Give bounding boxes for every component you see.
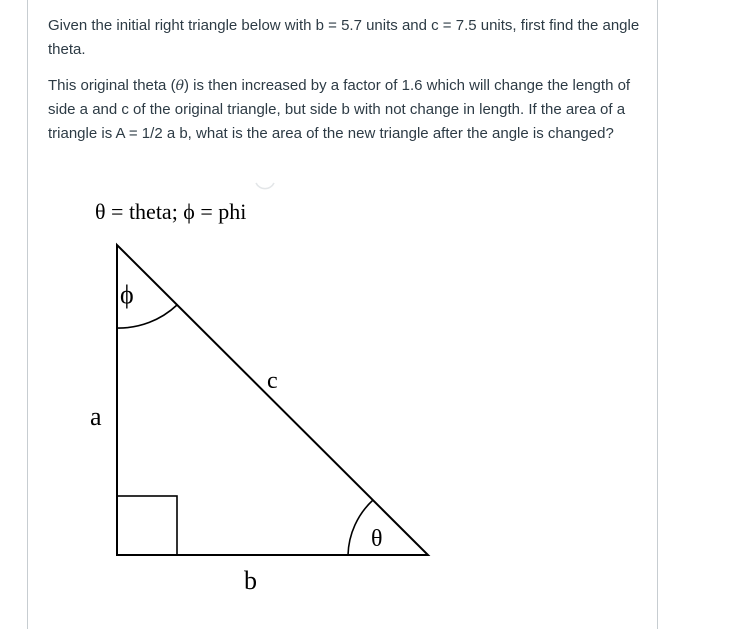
triangle-diagram [60,175,460,615]
figure-legend: θ = theta; ϕ = phi [95,199,247,224]
question-paragraph-2 [48,74,643,146]
question-paragraph-1: Given the initial right triangle below with b = 5.7 units and c = 7.5 units, first find the angle theta. [48,17,640,58]
side-a-label: a [90,402,102,431]
faint-mark [256,183,274,189]
phi-label: ϕ [120,280,134,309]
paragraph-2-start: This original theta ( [48,77,176,94]
side-c-label: c [267,368,278,394]
paragraph-2-end: ) is then increased by a factor of 1.6 which will change the length of side a and c of the original triangle, but side b with not change in length. If the area of a triangle is A = 1/2 a b, what is the area of the new triangle after the angle is changed? [48,77,631,142]
theta-angle-arc [348,500,373,555]
right-angle-marker [117,496,177,555]
theta-label: θ [371,526,383,552]
right-margin [705,0,732,629]
right-triangle [117,245,428,555]
triangle-figure [60,175,460,615]
theta-symbol: θ [175,78,184,94]
side-b-label: b [244,566,257,595]
